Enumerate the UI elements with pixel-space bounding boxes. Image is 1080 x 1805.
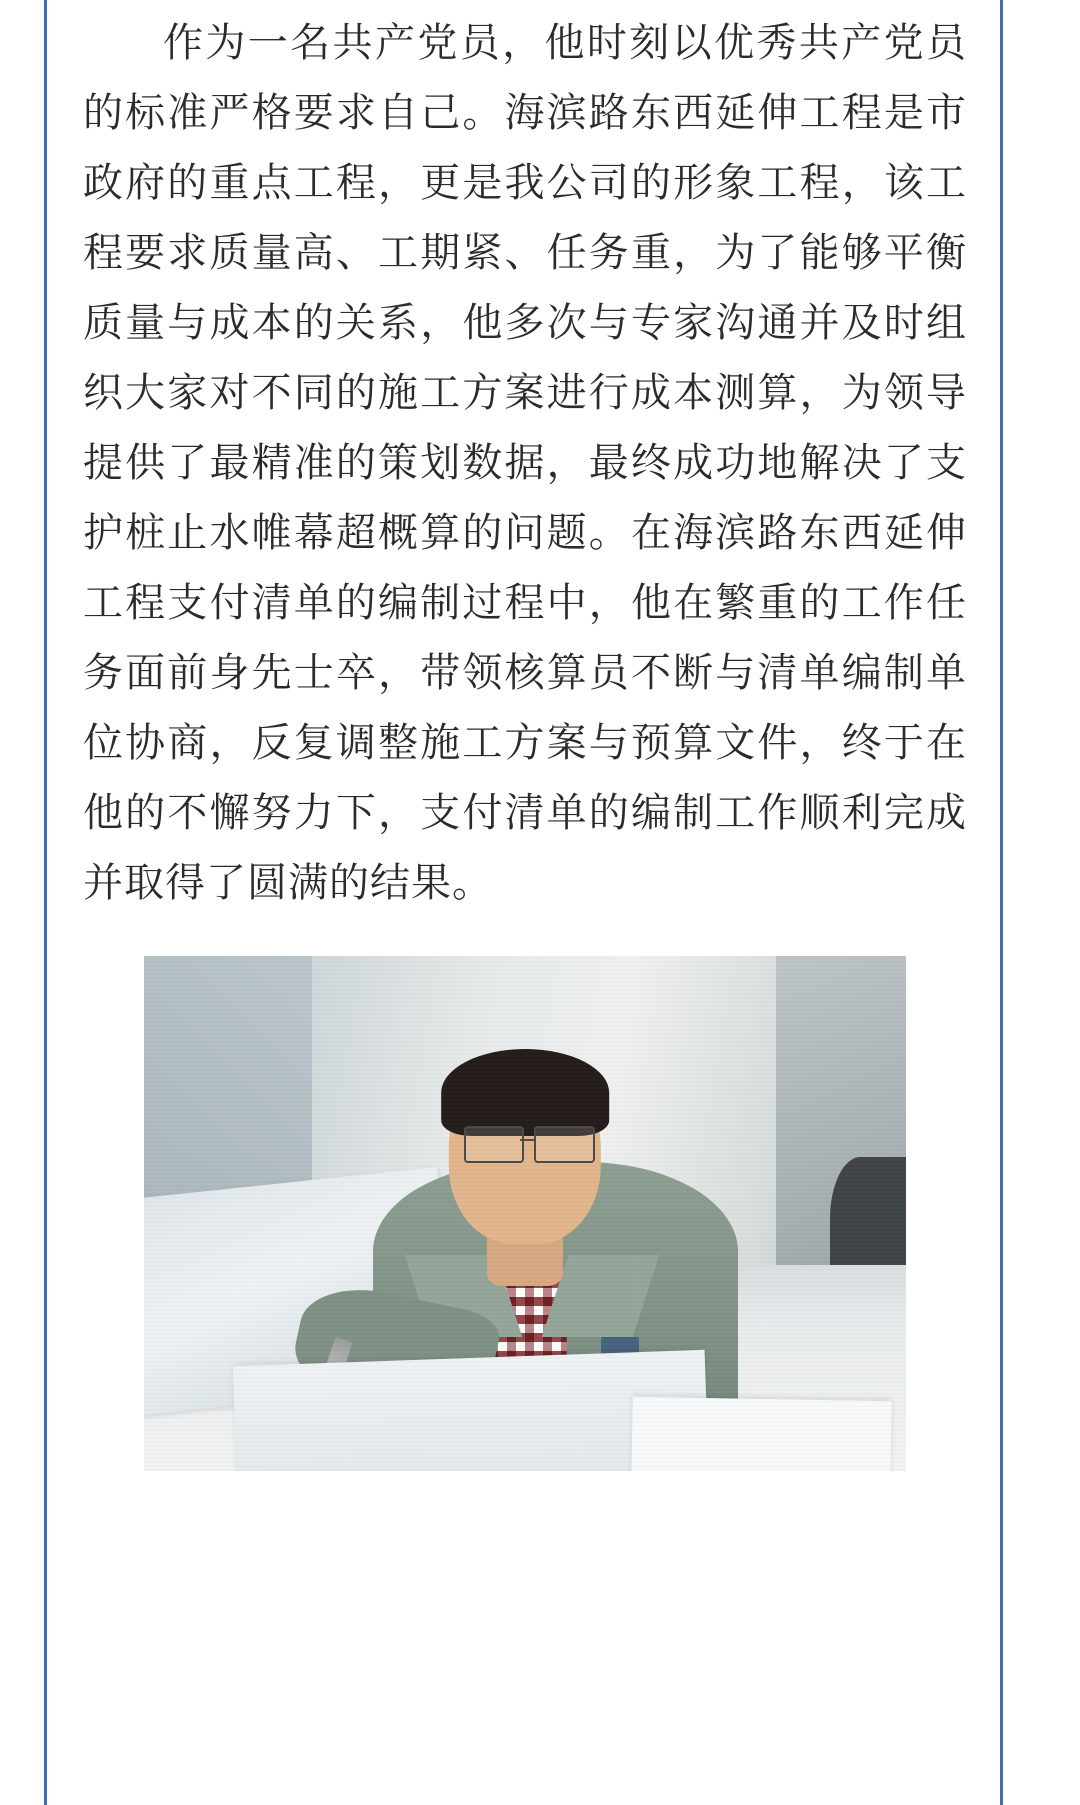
portrait-photo <box>144 956 906 1471</box>
photo-eyeglass-right <box>534 1126 594 1163</box>
photo-person-hair <box>441 1049 609 1137</box>
photo-blueprint-right <box>631 1397 891 1471</box>
article-paragraph: 作为一名共产党员，他时刻以优秀共产党员的标准严格要求自己。海滨路东西延伸工程是市政府的重点工程，更是我公司的形象工程，该工程要求质量高、工期紧、任务重，为了能够平衡质量与成本的关系，他多次与专家沟通并及时组织大家对不同的施工方案进行成本测算，为领导提供了最精准的策划数据，最终成功地解决了支护桩止水帷幕超概算的问题。在海滨路东西延伸工程支付清单的编制过程中，他在繁重的工作任务面前身先士卒，带领核算员不断与清单编制单位协商，反复调整施工方案与预算文件，终于在他的不懈努力下，支付清单的编制工作顺利完成并取得了圆满的结果。 <box>83 20 967 906</box>
photo-eyeglass-bridge <box>520 1139 534 1141</box>
article-content <box>47 0 1003 1805</box>
photo-eyeglass-left <box>464 1126 524 1163</box>
article-figure <box>47 956 1003 1471</box>
